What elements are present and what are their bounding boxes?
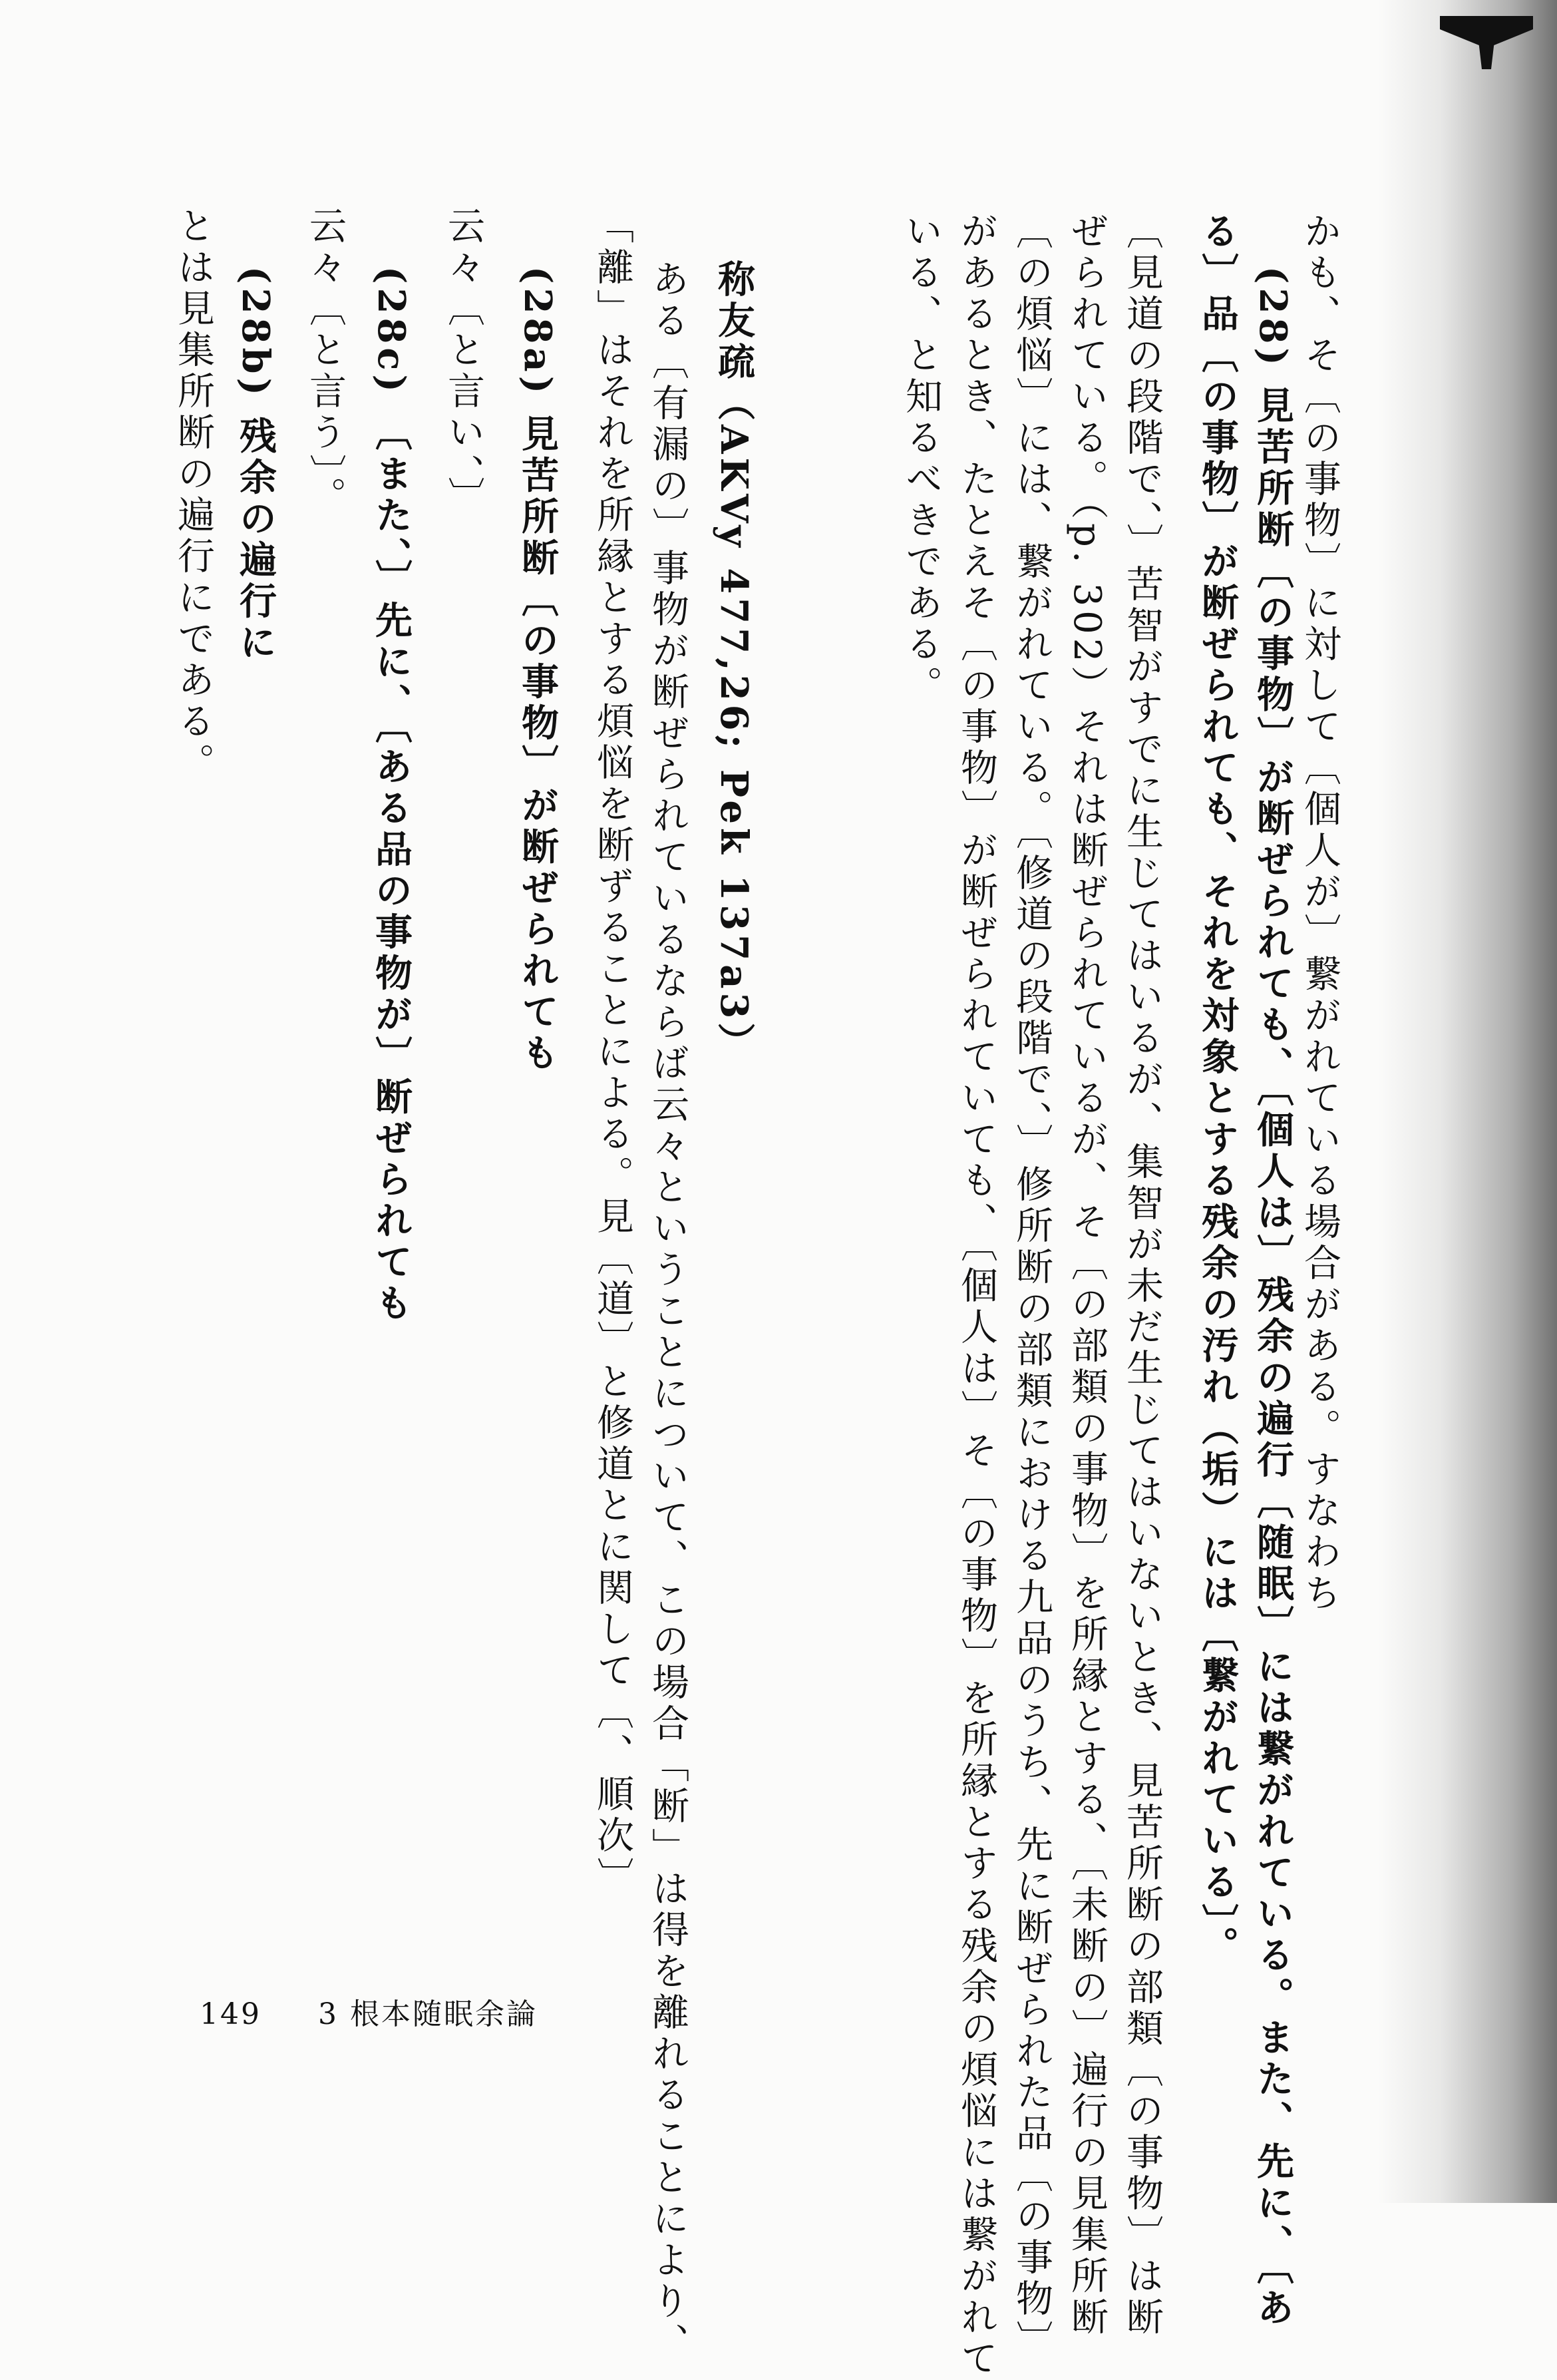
col-13 bbox=[442, 206, 485, 1471]
col-15 bbox=[303, 206, 347, 1471]
page-number: 149 bbox=[200, 1997, 261, 2031]
col-12 bbox=[516, 266, 560, 1531]
page-edge-shadow bbox=[1377, 0, 1557, 2203]
text-line: (28a) 見苦所断〔の事物〕が断ぜられても bbox=[516, 266, 560, 1075]
col-02 bbox=[1251, 266, 1295, 2330]
text-line: ぜられている。（p. 302）それは断ぜられているが、そ〔の部類の事物〕を所縁とする、〔未断の〕遍行の見集所断 bbox=[1065, 212, 1109, 2339]
text-line: る〕品〔の事物〕が断ぜられても、それを対象とする残余の汚れ（垢）には〔繋がれている〕。 bbox=[1196, 212, 1240, 1967]
col-01 bbox=[1298, 212, 1341, 1615]
col-16 bbox=[234, 266, 277, 1531]
col-04 bbox=[1121, 212, 1164, 2339]
text-line: (28) 見苦所断〔の事物〕が断ぜられても、〔個人は〕残余の遍行〔随眠〕には繋がれている。また、先に、〔あ bbox=[1251, 266, 1295, 2330]
page-footer bbox=[200, 1990, 538, 2033]
col-05 bbox=[1065, 212, 1109, 2339]
col-09 bbox=[712, 260, 756, 1524]
text-line: ある〔有漏の〕事物が断ぜられているならば云々ということについて、この場合「断」は得を離れることにより、 bbox=[646, 260, 689, 2364]
col-07 bbox=[955, 212, 998, 2380]
text-line: 〔見道の段階で、〕苦智がすでに生じてはいるが、集智が未だ生じてはいないとき、見苦所断の部類〔の事物〕は断 bbox=[1121, 212, 1164, 2339]
col-11 bbox=[591, 206, 634, 1898]
col-10 bbox=[646, 260, 689, 2364]
text-line: (28b) 残余の遍行に bbox=[234, 266, 277, 664]
text-line: とは見集所断の遍行にである。 bbox=[172, 206, 215, 784]
text-line: があるとき、たとえそ〔の事物〕が断ぜられていても、〔個人は〕そ〔の事物〕を所縁とする残余の煩悩には繋がれて bbox=[955, 212, 998, 2380]
text-line: 云々〔と言う〕。 bbox=[303, 206, 347, 518]
text-line: 称友疏（AKVy 477,26; Pek 137a3） bbox=[712, 260, 756, 1064]
text-line: 云々〔と言い、〕 bbox=[442, 206, 485, 518]
col-08 bbox=[900, 212, 943, 1476]
text-line: かも、そ〔の事物〕に対して〔個人が〕繋がれている場合がある。すなわち bbox=[1298, 212, 1341, 1615]
text-line: (28c) 〔また、〕先に、〔ある品の事物が〕断ぜられても bbox=[369, 266, 413, 1325]
text-line: 〔の煩悩〕には、繋がれている。〔修道の段階で、〕修所断の部類における九品のうち、先に断ぜられた品〔の事物〕 bbox=[1010, 212, 1053, 2361]
col-03 bbox=[1196, 212, 1240, 1967]
col-06 bbox=[1010, 212, 1053, 2361]
col-17 bbox=[172, 206, 215, 1471]
binding-mark bbox=[1440, 16, 1533, 69]
text-line: いる、と知るべきである。 bbox=[900, 212, 943, 707]
text-line: 「離」はそれを所縁とする煩悩を断ずることによる。見〔道〕と修道とに関して〔、順次〕 bbox=[591, 206, 634, 1898]
col-14 bbox=[369, 266, 413, 1531]
running-head: 3 根本随眠余論 bbox=[317, 1997, 538, 2031]
